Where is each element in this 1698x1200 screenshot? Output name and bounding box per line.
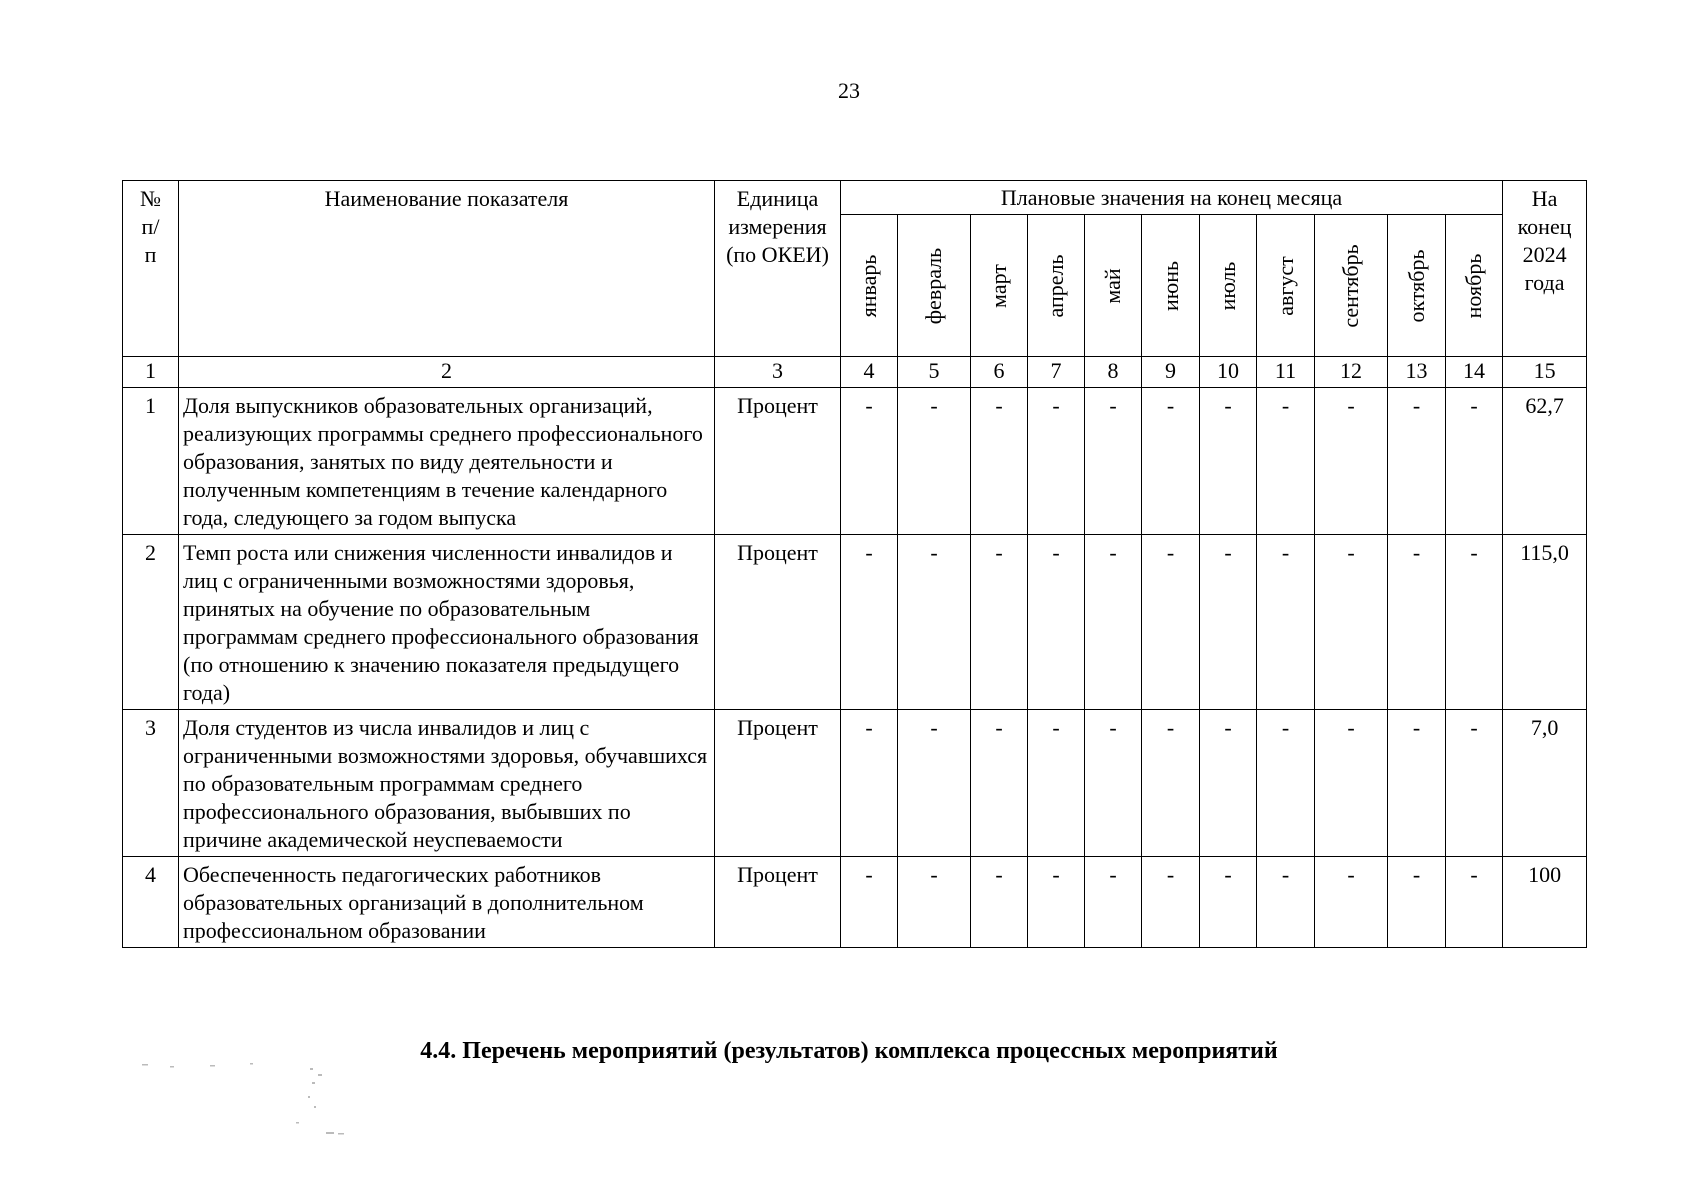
table-row xyxy=(123,535,1587,710)
indicator-name: Обеспеченность педагогических работников образовательных организаций в дополнительном профессиональном образовании xyxy=(179,857,715,948)
column-number: 5 xyxy=(898,357,971,388)
month-value: - xyxy=(1388,535,1446,710)
month-value: - xyxy=(1085,857,1142,948)
month-value: - xyxy=(1142,535,1200,710)
indicator-name: Темп роста или снижения численности инвалидов и лиц с ограниченными возможностями здоровья, принятых на обучение по образовательным программам среднего профессионального образования (по отношению к значению показателя предыдущего года) xyxy=(179,535,715,710)
month-value: - xyxy=(1200,710,1257,857)
year-end-value: 62,7 xyxy=(1503,388,1587,535)
header-num: № п/п xyxy=(123,181,179,357)
unit-cell: Процент xyxy=(715,710,841,857)
column-number: 9 xyxy=(1142,357,1200,388)
header-year-end: На конец 2024 года xyxy=(1503,181,1587,357)
month-value: - xyxy=(1388,710,1446,857)
month-value: - xyxy=(1085,388,1142,535)
indicators-table xyxy=(122,180,1587,948)
month-value: - xyxy=(1257,857,1315,948)
month-label: март xyxy=(986,263,1011,308)
header-month-6 xyxy=(1200,215,1257,357)
header-month-3 xyxy=(1028,215,1085,357)
row-number: 2 xyxy=(123,535,179,710)
month-value: - xyxy=(971,388,1028,535)
month-value: - xyxy=(971,535,1028,710)
month-label: апрель xyxy=(1043,253,1068,318)
column-number: 3 xyxy=(715,357,841,388)
month-value: - xyxy=(1142,857,1200,948)
header-month-5 xyxy=(1142,215,1200,357)
row-number: 1 xyxy=(123,388,179,535)
month-value: - xyxy=(1142,710,1200,857)
month-value: - xyxy=(1446,535,1503,710)
month-label: февраль xyxy=(921,247,946,324)
column-number: 6 xyxy=(971,357,1028,388)
column-number: 13 xyxy=(1388,357,1446,388)
month-value: - xyxy=(1142,388,1200,535)
scan-artifact xyxy=(140,1060,360,1140)
month-value: - xyxy=(1315,535,1388,710)
column-number: 14 xyxy=(1446,357,1503,388)
column-number: 7 xyxy=(1028,357,1085,388)
month-value: - xyxy=(1315,388,1388,535)
month-value: - xyxy=(1315,857,1388,948)
month-value: - xyxy=(1085,710,1142,857)
month-value: - xyxy=(1200,535,1257,710)
month-value: - xyxy=(841,857,898,948)
section-title: 4.4. Перечень мероприятий (результатов) комплекса процессных мероприятий xyxy=(420,1038,1278,1064)
table-row xyxy=(123,857,1587,948)
header-unit: Единица измерения (по ОКЕИ) xyxy=(715,181,841,357)
month-value: - xyxy=(1257,535,1315,710)
month-value: - xyxy=(1388,388,1446,535)
month-value: - xyxy=(898,535,971,710)
month-value: - xyxy=(841,388,898,535)
header-month-8 xyxy=(1315,215,1388,357)
month-value: - xyxy=(1315,710,1388,857)
month-value: - xyxy=(1200,388,1257,535)
month-value: - xyxy=(841,710,898,857)
header-month-4 xyxy=(1085,215,1142,357)
header-month-10 xyxy=(1446,215,1503,357)
row-number: 4 xyxy=(123,857,179,948)
month-label: июнь xyxy=(1157,260,1183,311)
unit-cell: Процент xyxy=(715,857,841,948)
page-number: 23 xyxy=(838,78,860,103)
month-value: - xyxy=(1257,388,1315,535)
header-month-2 xyxy=(971,215,1028,357)
header-name: Наименование показателя xyxy=(179,181,715,357)
month-value: - xyxy=(898,857,971,948)
table-row xyxy=(123,710,1587,857)
unit-cell: Процент xyxy=(715,535,841,710)
month-value: - xyxy=(841,535,898,710)
row-number: 3 xyxy=(123,710,179,857)
header-month-9 xyxy=(1388,215,1446,357)
column-number: 10 xyxy=(1200,357,1257,388)
month-value: - xyxy=(971,710,1028,857)
column-number: 15 xyxy=(1503,357,1587,388)
month-value: - xyxy=(1085,535,1142,710)
column-number: 2 xyxy=(179,357,715,388)
month-value: - xyxy=(1028,857,1085,948)
month-value: - xyxy=(1446,710,1503,857)
header-month-0 xyxy=(841,215,898,357)
month-value: - xyxy=(971,857,1028,948)
month-value: - xyxy=(1028,535,1085,710)
month-value: - xyxy=(1446,388,1503,535)
month-value: - xyxy=(1200,857,1257,948)
month-value: - xyxy=(1257,710,1315,857)
month-value: - xyxy=(898,710,971,857)
column-number: 4 xyxy=(841,357,898,388)
column-number: 11 xyxy=(1257,357,1315,388)
month-label: октябрь xyxy=(1403,248,1429,323)
unit-cell: Процент xyxy=(715,388,841,535)
year-end-value: 115,0 xyxy=(1503,535,1587,710)
indicator-name: Доля студентов из числа инвалидов и лиц с ограниченными возможностями здоровья, обучавшихся по образовательным программам среднего профессионального образования, выбывших по причине академической неуспеваемости xyxy=(179,710,715,857)
month-label: май xyxy=(1100,267,1125,304)
year-end-value: 7,0 xyxy=(1503,710,1587,857)
column-number: 12 xyxy=(1315,357,1388,388)
header-month-7 xyxy=(1257,215,1315,357)
indicator-name: Доля выпускников образовательных организаций, реализующих программы среднего профессионального образования, занятых по виду деятельности и полученным компетенциям в течение календарного года, следующего за годом выпуска xyxy=(179,388,715,535)
header-month-1 xyxy=(898,215,971,357)
column-number: 8 xyxy=(1085,357,1142,388)
month-label: июль xyxy=(1215,261,1240,310)
column-number: 1 xyxy=(123,357,179,388)
month-label: август xyxy=(1272,255,1298,316)
header-planned: Плановые значения на конец месяца xyxy=(841,181,1503,215)
month-value: - xyxy=(1388,857,1446,948)
year-end-value: 100 xyxy=(1503,857,1587,948)
month-label: январь xyxy=(856,254,881,317)
month-value: - xyxy=(1028,710,1085,857)
month-value: - xyxy=(898,388,971,535)
month-label: ноябрь xyxy=(1461,253,1487,318)
month-value: - xyxy=(1028,388,1085,535)
month-label: сентябрь xyxy=(1338,243,1363,328)
table-row xyxy=(123,388,1587,535)
month-value: - xyxy=(1446,857,1503,948)
